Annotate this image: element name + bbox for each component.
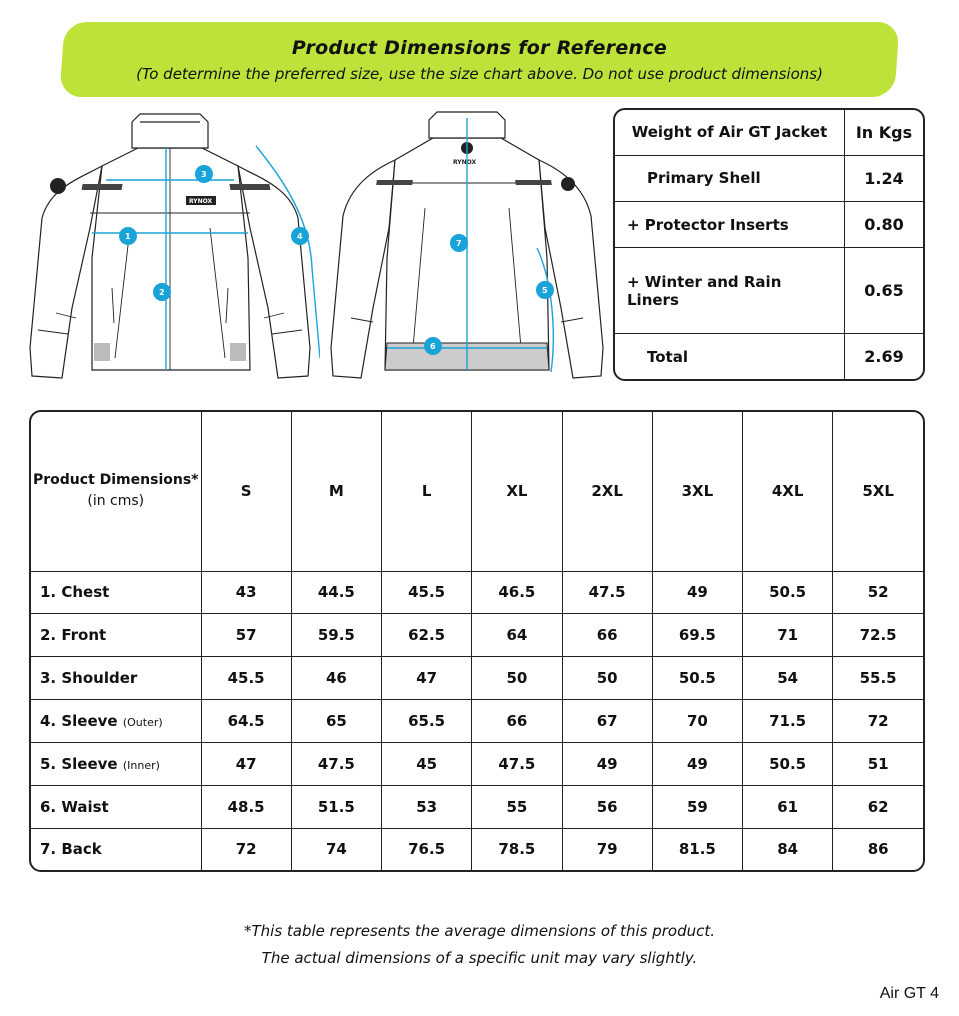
weight-row-value: 2.69 bbox=[845, 334, 924, 379]
row-label: 2. Front bbox=[40, 626, 107, 645]
marker-7: 7 bbox=[456, 239, 462, 248]
table-cell: 50 bbox=[562, 657, 652, 700]
table-cell: 47 bbox=[201, 742, 291, 785]
table-cell: 86 bbox=[833, 828, 923, 870]
table-cell: 55.5 bbox=[833, 657, 923, 700]
table-cell: 45.5 bbox=[382, 571, 472, 614]
table-cell: 78.5 bbox=[472, 828, 562, 870]
table-cell: 50.5 bbox=[743, 571, 833, 614]
table-cell: 49 bbox=[562, 742, 652, 785]
table-row bbox=[31, 571, 923, 614]
table-cell: 49 bbox=[652, 571, 742, 614]
table-row bbox=[31, 700, 923, 743]
table-cell: 71.5 bbox=[743, 700, 833, 743]
table-cell: 47.5 bbox=[472, 742, 562, 785]
size-header: S bbox=[201, 412, 291, 571]
table-cell: 48.5 bbox=[201, 785, 291, 828]
table-cell: 59.5 bbox=[291, 614, 381, 657]
dimensions-corner-unit: (in cms) bbox=[87, 493, 145, 510]
footnote-line-2: The actual dimensions of a specific unit may vary slightly. bbox=[261, 949, 698, 967]
row-qualifier: (Outer) bbox=[122, 716, 163, 730]
marker-5: 5 bbox=[542, 286, 548, 295]
row-label: 5. Sleeve bbox=[40, 754, 118, 773]
model-code: Air GT 4 bbox=[879, 985, 939, 1002]
table-cell: 72 bbox=[833, 700, 923, 743]
table-cell: 66 bbox=[562, 614, 652, 657]
table-cell: 70 bbox=[652, 700, 742, 743]
dimensions-header-row bbox=[31, 412, 923, 571]
table-cell: 65.5 bbox=[382, 700, 472, 743]
marker-2: 2 bbox=[159, 288, 165, 297]
table-row bbox=[31, 657, 923, 700]
weight-table bbox=[615, 110, 923, 379]
jacket-back-illustration bbox=[325, 108, 610, 383]
table-cell: 72 bbox=[201, 828, 291, 870]
weight-header-unit: In Kgs bbox=[845, 110, 924, 155]
table-row bbox=[31, 828, 923, 870]
table-cell: 71 bbox=[743, 614, 833, 657]
table-cell: 50.5 bbox=[652, 657, 742, 700]
table-cell: 45.5 bbox=[201, 657, 291, 700]
table-cell: 84 bbox=[743, 828, 833, 870]
table-cell: 50 bbox=[472, 657, 562, 700]
weight-table-header-row bbox=[615, 110, 923, 155]
dimensions-table bbox=[31, 412, 923, 870]
size-header: 5XL bbox=[833, 412, 923, 571]
table-row bbox=[31, 614, 923, 657]
row-label: 1. Chest bbox=[40, 583, 110, 602]
weight-row-value: 0.65 bbox=[845, 248, 924, 334]
table-cell: 61 bbox=[743, 785, 833, 828]
row-qualifier: (Inner) bbox=[122, 758, 160, 772]
table-cell: 59 bbox=[652, 785, 742, 828]
table-cell: 47.5 bbox=[562, 571, 652, 614]
table-cell: 43 bbox=[201, 571, 291, 614]
row-label: 7. Back bbox=[40, 840, 102, 859]
row-label: 6. Waist bbox=[40, 797, 109, 816]
dimensions-table-body bbox=[31, 571, 923, 870]
weight-row-label: Primary Shell bbox=[615, 155, 845, 201]
table-cell: 51 bbox=[833, 742, 923, 785]
table-row bbox=[31, 742, 923, 785]
table-cell: 52 bbox=[833, 571, 923, 614]
dimensions-corner-title: Product Dimensions* bbox=[33, 472, 199, 489]
row-label-cell bbox=[31, 700, 201, 743]
marker-1: 1 bbox=[125, 232, 131, 241]
row-label-cell bbox=[31, 828, 201, 870]
table-cell: 50.5 bbox=[743, 742, 833, 785]
table-cell: 64 bbox=[472, 614, 562, 657]
weight-row bbox=[615, 155, 923, 201]
table-cell: 55 bbox=[472, 785, 562, 828]
table-cell: 57 bbox=[201, 614, 291, 657]
row-label-cell bbox=[31, 657, 201, 700]
table-cell: 47.5 bbox=[291, 742, 381, 785]
table-cell: 81.5 bbox=[652, 828, 742, 870]
weight-row-label: + Protector Inserts bbox=[615, 202, 845, 248]
size-header: L bbox=[382, 412, 472, 571]
marker-3: 3 bbox=[201, 170, 207, 179]
weight-row-label: + Winter and Rain Liners bbox=[615, 248, 845, 334]
marker-4: 4 bbox=[297, 232, 303, 241]
table-cell: 56 bbox=[562, 785, 652, 828]
jacket-back-brand-label: RYNOX bbox=[453, 159, 477, 166]
dimensions-table-container bbox=[29, 410, 925, 872]
table-cell: 72.5 bbox=[833, 614, 923, 657]
table-cell: 53 bbox=[382, 785, 472, 828]
footnote bbox=[0, 918, 959, 972]
size-header: 2XL bbox=[562, 412, 652, 571]
weight-table-container bbox=[613, 108, 925, 381]
table-row bbox=[31, 785, 923, 828]
weight-header-label: Weight of Air GT Jacket bbox=[615, 110, 845, 155]
table-cell: 67 bbox=[562, 700, 652, 743]
weight-total-row bbox=[615, 334, 923, 379]
row-label-cell bbox=[31, 742, 201, 785]
weight-row-value: 0.80 bbox=[845, 202, 924, 248]
table-cell: 74 bbox=[291, 828, 381, 870]
jacket-front-illustration bbox=[20, 108, 320, 383]
table-cell: 79 bbox=[562, 828, 652, 870]
marker-6: 6 bbox=[430, 342, 436, 351]
weight-row-value: 1.24 bbox=[845, 155, 924, 201]
size-header: 4XL bbox=[743, 412, 833, 571]
table-cell: 45 bbox=[382, 742, 472, 785]
table-cell: 64.5 bbox=[201, 700, 291, 743]
dimensions-corner-header bbox=[31, 412, 201, 571]
table-cell: 44.5 bbox=[291, 571, 381, 614]
table-cell: 66 bbox=[472, 700, 562, 743]
row-label-cell bbox=[31, 614, 201, 657]
table-cell: 62.5 bbox=[382, 614, 472, 657]
title-banner bbox=[62, 22, 897, 97]
table-cell: 76.5 bbox=[382, 828, 472, 870]
banner-title: Product Dimensions for Reference bbox=[291, 36, 668, 59]
jacket-brand-label: RYNOX bbox=[189, 198, 213, 205]
size-header: 3XL bbox=[652, 412, 742, 571]
table-cell: 62 bbox=[833, 785, 923, 828]
table-cell: 51.5 bbox=[291, 785, 381, 828]
row-label: 4. Sleeve bbox=[40, 712, 118, 731]
row-label: 3. Shoulder bbox=[40, 669, 138, 688]
row-label-cell bbox=[31, 571, 201, 614]
table-cell: 49 bbox=[652, 742, 742, 785]
size-header: M bbox=[291, 412, 381, 571]
table-cell: 65 bbox=[291, 700, 381, 743]
table-cell: 69.5 bbox=[652, 614, 742, 657]
table-cell: 46.5 bbox=[472, 571, 562, 614]
banner-subtitle: (To determine the preferred size, use the size chart above. Do not use product dimensions) bbox=[136, 64, 823, 83]
row-label-cell bbox=[31, 785, 201, 828]
table-cell: 54 bbox=[743, 657, 833, 700]
size-header: XL bbox=[472, 412, 562, 571]
table-cell: 47 bbox=[382, 657, 472, 700]
footnote-line-1: *This table represents the average dimensions of this product. bbox=[243, 922, 715, 940]
table-cell: 46 bbox=[291, 657, 381, 700]
weight-row-label: Total bbox=[615, 334, 845, 379]
weight-row bbox=[615, 202, 923, 248]
weight-row bbox=[615, 248, 923, 334]
